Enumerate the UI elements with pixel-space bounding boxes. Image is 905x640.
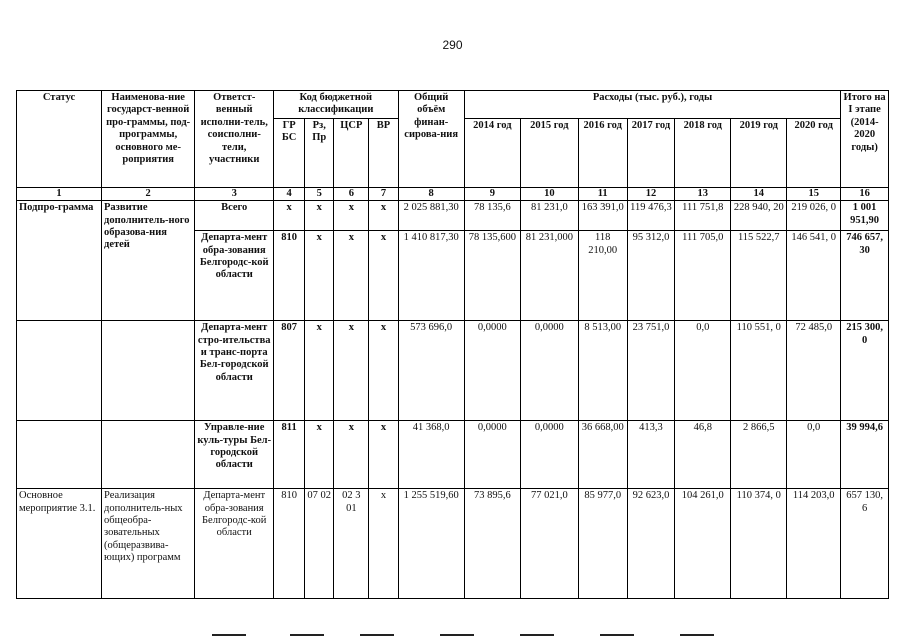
header-year: 2019 год: [731, 118, 787, 187]
row-year-value: 110 374, 0: [731, 489, 787, 599]
row-vr: х: [369, 421, 398, 489]
row-stage-total: 215 300, 0: [841, 321, 889, 421]
row-stage-total: 746 657, 30: [841, 231, 889, 321]
row-total: 2 025 881,30: [398, 201, 464, 231]
row-year-value: 104 261,0: [675, 489, 731, 599]
header-year: 2017 год: [627, 118, 675, 187]
row-year-value: 0,0: [787, 421, 841, 489]
row-year-value: 81 231,000: [520, 231, 578, 321]
row-grbs: 810: [274, 489, 305, 599]
row-grbs: х: [274, 201, 305, 231]
column-number: 10: [520, 187, 578, 200]
scan-mark: [680, 634, 714, 636]
column-number: 6: [334, 187, 369, 200]
row-csr: х: [334, 201, 369, 231]
row-year-value: 119 476,3: [627, 201, 675, 231]
header-year: 2015 год: [520, 118, 578, 187]
column-number: 3: [195, 187, 274, 200]
row-year-value: 114 203,0: [787, 489, 841, 599]
row-csr: х: [334, 321, 369, 421]
header-expenses: Расходы (тыс. руб.), годы: [464, 91, 840, 119]
scan-mark: [360, 634, 394, 636]
column-number: 9: [464, 187, 520, 200]
row-year-value: 77 021,0: [520, 489, 578, 599]
row-year-value: 110 551, 0: [731, 321, 787, 421]
column-number: 13: [675, 187, 731, 200]
row-year-value: 46,8: [675, 421, 731, 489]
row-year-value: 95 312,0: [627, 231, 675, 321]
row-responsible: Всего: [195, 201, 274, 231]
row-vr: х: [369, 489, 398, 599]
row-responsible: Департа-мент обра-зования Белгородс-кой области: [195, 489, 274, 599]
row-csr: 02 3 01: [334, 489, 369, 599]
table-row: [17, 321, 889, 421]
header-budget-code: Код бюджетной классификации: [274, 91, 398, 119]
row-year-value: 85 977,0: [578, 489, 627, 599]
row-year-value: 219 026, 0: [787, 201, 841, 231]
column-number: 8: [398, 187, 464, 200]
row-name: Развитие дополнитель-ного образова-ния детей: [102, 201, 195, 321]
row-year-value: 118 210,00: [578, 231, 627, 321]
row-year-value: 36 668,00: [578, 421, 627, 489]
scan-mark: [520, 634, 554, 636]
row-year-value: 81 231,0: [520, 201, 578, 231]
table-row: [17, 201, 889, 231]
column-number: 1: [17, 187, 102, 200]
row-name: Реализация дополнитель-ных общеобра-зовательных (общеразвива-ющих) программ: [102, 489, 195, 599]
row-stage-total: 1 001 951,90: [841, 201, 889, 231]
header-grbs: ГР БС: [274, 118, 305, 187]
row-rzpr: 07 02: [305, 489, 334, 599]
header-total: Общий объём финан-сирова-ния: [398, 91, 464, 188]
scan-edge-marks: [0, 632, 905, 640]
header-csr: ЦСР: [334, 118, 369, 187]
row-year-value: 111 751,8: [675, 201, 731, 231]
header-name: Наименова-ние государст-венной про-граммы, под-программы, основного ме-роприятия: [102, 91, 195, 188]
header-year: 2018 год: [675, 118, 731, 187]
row-responsible: Департа-мент стро-ительства и транс-порта Бел-городской области: [195, 321, 274, 421]
page-number: 290: [442, 38, 463, 52]
column-number: 12: [627, 187, 675, 200]
column-number: 14: [731, 187, 787, 200]
row-total: 1 255 519,60: [398, 489, 464, 599]
scan-mark: [440, 634, 474, 636]
row-year-value: 73 895,6: [464, 489, 520, 599]
row-responsible: Управле-ние куль-туры Бел-городской области: [195, 421, 274, 489]
column-number: 4: [274, 187, 305, 200]
row-year-value: 111 705,0: [675, 231, 731, 321]
column-number: 5: [305, 187, 334, 200]
row-grbs: 811: [274, 421, 305, 489]
row-vr: х: [369, 231, 398, 321]
row-year-value: 92 623,0: [627, 489, 675, 599]
header-stage-total: Итого на I этапе (2014-2020 годы): [841, 91, 889, 188]
row-status: Основное мероприятие 3.1.: [17, 489, 102, 599]
row-year-value: 78 135,6: [464, 201, 520, 231]
row-rzpr: х: [305, 231, 334, 321]
row-year-value: 0,0: [675, 321, 731, 421]
table-row: [17, 489, 889, 599]
column-number: 11: [578, 187, 627, 200]
row-vr: х: [369, 321, 398, 421]
column-number: 15: [787, 187, 841, 200]
row-name-empty: [102, 421, 195, 489]
row-status: Подпро-грамма: [17, 201, 102, 321]
row-year-value: 72 485,0: [787, 321, 841, 421]
row-year-value: 0,0000: [520, 321, 578, 421]
header-year: 2016 год: [578, 118, 627, 187]
row-year-value: 8 513,00: [578, 321, 627, 421]
row-name-empty: [102, 321, 195, 421]
row-vr: х: [369, 201, 398, 231]
row-stage-total: 657 130, 6: [841, 489, 889, 599]
row-total: 41 368,0: [398, 421, 464, 489]
column-number-row: [17, 187, 889, 200]
table-row: [17, 421, 889, 489]
row-year-value: 0,0000: [520, 421, 578, 489]
row-total: 573 696,0: [398, 321, 464, 421]
header-year: 2014 год: [464, 118, 520, 187]
scan-mark: [290, 634, 324, 636]
row-year-value: 228 940, 20: [731, 201, 787, 231]
header-rzpr: Рз, Пр: [305, 118, 334, 187]
row-responsible: Департа-мент обра-зования Белгородс-кой области: [195, 231, 274, 321]
row-total: 1 410 817,30: [398, 231, 464, 321]
row-year-value: 115 522,7: [731, 231, 787, 321]
row-csr: х: [334, 421, 369, 489]
column-number: 2: [102, 187, 195, 200]
row-rzpr: х: [305, 201, 334, 231]
row-year-value: 0,0000: [464, 321, 520, 421]
column-number: 16: [841, 187, 889, 200]
header-vr: ВР: [369, 118, 398, 187]
row-year-value: 0,0000: [464, 421, 520, 489]
row-year-value: 413,3: [627, 421, 675, 489]
row-status-empty: [17, 321, 102, 421]
header-year: 2020 год: [787, 118, 841, 187]
budget-table: [16, 90, 889, 599]
row-grbs: 810: [274, 231, 305, 321]
column-number: 7: [369, 187, 398, 200]
row-year-value: 78 135,600: [464, 231, 520, 321]
row-rzpr: х: [305, 321, 334, 421]
scan-mark: [600, 634, 634, 636]
row-rzpr: х: [305, 421, 334, 489]
row-grbs: 807: [274, 321, 305, 421]
row-status-empty: [17, 421, 102, 489]
row-year-value: 2 866,5: [731, 421, 787, 489]
scan-mark: [212, 634, 246, 636]
row-year-value: 146 541, 0: [787, 231, 841, 321]
row-year-value: 23 751,0: [627, 321, 675, 421]
header-status: Статус: [17, 91, 102, 188]
row-stage-total: 39 994,6: [841, 421, 889, 489]
row-csr: х: [334, 231, 369, 321]
header-responsible: Ответст-венный исполни-тель, соисполни-тели, участники: [195, 91, 274, 188]
row-year-value: 163 391,0: [578, 201, 627, 231]
